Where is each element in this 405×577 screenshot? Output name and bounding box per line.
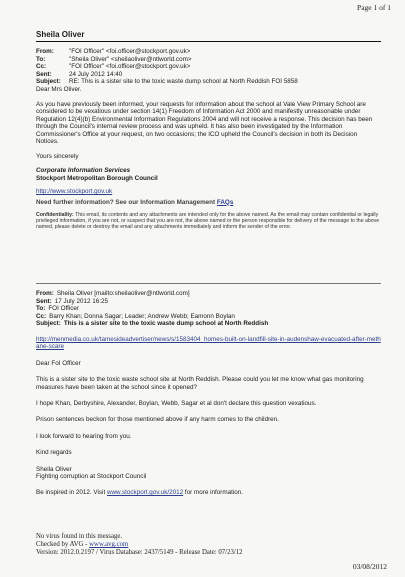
- signature-council: Stockport Metropolitan Borough Council: [36, 174, 158, 182]
- print-date: 03/08/2012: [352, 562, 387, 571]
- sent-label: Sent:: [36, 70, 52, 78]
- inspired-line: [36, 489, 381, 496]
- council-website-link[interactable]: http://www.stockport.gov.uk: [36, 188, 113, 196]
- cc-label: Cc:: [36, 312, 47, 320]
- inspired-link[interactable]: www.stockport.gov.uk/2012: [106, 489, 184, 497]
- avg-line-1: No virus found in this message.: [36, 533, 123, 540]
- to-label: To:: [36, 305, 46, 313]
- email2-greeting: Dear FoI Officer: [36, 359, 81, 367]
- confidentiality-text: This email, its contents and any attachments are intended only for the above named. As the email may contain confidential or legally privileged information, if you are not, or suspect that you are not, the above named or the person responsible for delivery of the message to the above named, please delete or destroy the email and any attachments immediately and inform the sender of the error.: [36, 211, 380, 231]
- inspired-suffix: for more information.: [183, 489, 243, 497]
- email1-paragraph: As you have previously been informed, your requests for information about the school at Vale View Primary School are considered to be vexatious under section 14(1) Freedom of Information Act 2000 and manifestly unreasonable under Regulation 12(4)(b) Environmental Information Regulations 2004 and will not receive a response. This decision has been through the Council's internal review process and was upheld. It has also been investigated by the Information Commissioner's Office at your request, on two occasions; the ICO upheld the Council's decision in both its Decision Notices.: [36, 101, 373, 146]
- signature-department: Corporate Information Services: [36, 167, 131, 175]
- avg-checked-text: Checked by AVG -: [36, 541, 90, 548]
- email2-subject: This is a sister site to the toxic waste dump school at North Reddish: [63, 320, 269, 328]
- email1-header: [36, 48, 381, 94]
- to-label: To:: [36, 55, 46, 63]
- email2-paragraph-4: I look forward to hearing from you.: [36, 432, 132, 440]
- from-label: From:: [36, 290, 54, 297]
- confidentiality-label: Confidentiality:: [36, 211, 74, 218]
- avg-link[interactable]: www.avg.com: [89, 541, 129, 548]
- email2-signature-tagline: Fighting corruption at Stockport Council: [36, 473, 147, 481]
- header-rule: [36, 41, 381, 42]
- confidentiality-notice: [36, 212, 381, 230]
- news-article-link[interactable]: http://menmedia.co.uk/tamesideadvertiser/news/s/1583404_homes-built-on-landfill-site-in-audenshaw-evacuated-after-methane-scare: [36, 336, 381, 351]
- email1-signoff: Yours sincerely: [36, 153, 79, 161]
- email1-subject: RE: This is a sister site to the toxic waste dump school at North Reddish FOI 5858: [69, 78, 298, 86]
- further-info-line: [36, 199, 381, 206]
- email1-body: [36, 101, 381, 230]
- email2-to: FOI Officer: [48, 305, 80, 313]
- email1-from: "FOI Officer" <foi.officer@stockport.gov.uk>: [69, 48, 191, 55]
- avg-footer: [36, 533, 243, 557]
- email2-paragraph-5: Kind regards: [36, 449, 72, 457]
- email2-paragraph-2: I hope Khan, Derbyshire, Alexander, Boylan, Webb, Sagar et al don't declare this question vexatious.: [36, 400, 317, 408]
- email2-sent: 17 July 2012 16:25: [54, 297, 108, 305]
- email2-header: [36, 290, 381, 328]
- email2-from: Sheila Oliver [mailto:sheilaoliver@ntlworld.com]: [56, 290, 190, 297]
- page-number: Page 1 of 1: [357, 3, 391, 12]
- email-separator: [36, 283, 381, 284]
- from-label: From:: [36, 48, 54, 55]
- email1-sent: 24 July 2012 14:40: [69, 70, 123, 78]
- subject-label: Subject:: [36, 320, 61, 328]
- further-info-text: Need further information? See our Information Management: [36, 198, 217, 206]
- email2-cc: Barry Khan; Donna Sagar; Leader; Andrew Webb; Eamonn Boylan: [49, 312, 235, 320]
- subject-label: Subject:: [36, 78, 61, 86]
- email1-cc: "FOI Officer" <foi.officer@stockport.gov.uk>: [69, 63, 191, 71]
- email2-paragraph-1: This is a sister site to the toxic waste school site at North Reddish. Please could you let me know what gas monitoring measures have been taken at the school since it opened?: [36, 376, 364, 391]
- email1-greeting: Dear Mrs Oliver.: [36, 85, 82, 93]
- email2-body: [36, 336, 381, 497]
- cc-label: Cc:: [36, 63, 47, 71]
- avg-line-2: [36, 541, 243, 549]
- faqs-link[interactable]: FAQs: [216, 198, 234, 206]
- email2-signature-name: Sheila Oliver: [36, 465, 72, 473]
- inspired-text: Be inspired in 2012. Visit: [36, 489, 107, 497]
- sent-label: Sent:: [36, 297, 52, 305]
- mailbox-name: Sheila Oliver: [36, 30, 85, 39]
- avg-line-3: Version: 2012.0.2197 / Virus Database: 2437/5149 - Release Date: 07/23/12: [36, 549, 243, 556]
- email1-to: "Sheila Oliver" <sheilaoliver@ntlworld.com>: [69, 55, 192, 63]
- email2-paragraph-3: Prison sentences beckon for those mentioned above if any harm comes to the children.: [36, 416, 279, 424]
